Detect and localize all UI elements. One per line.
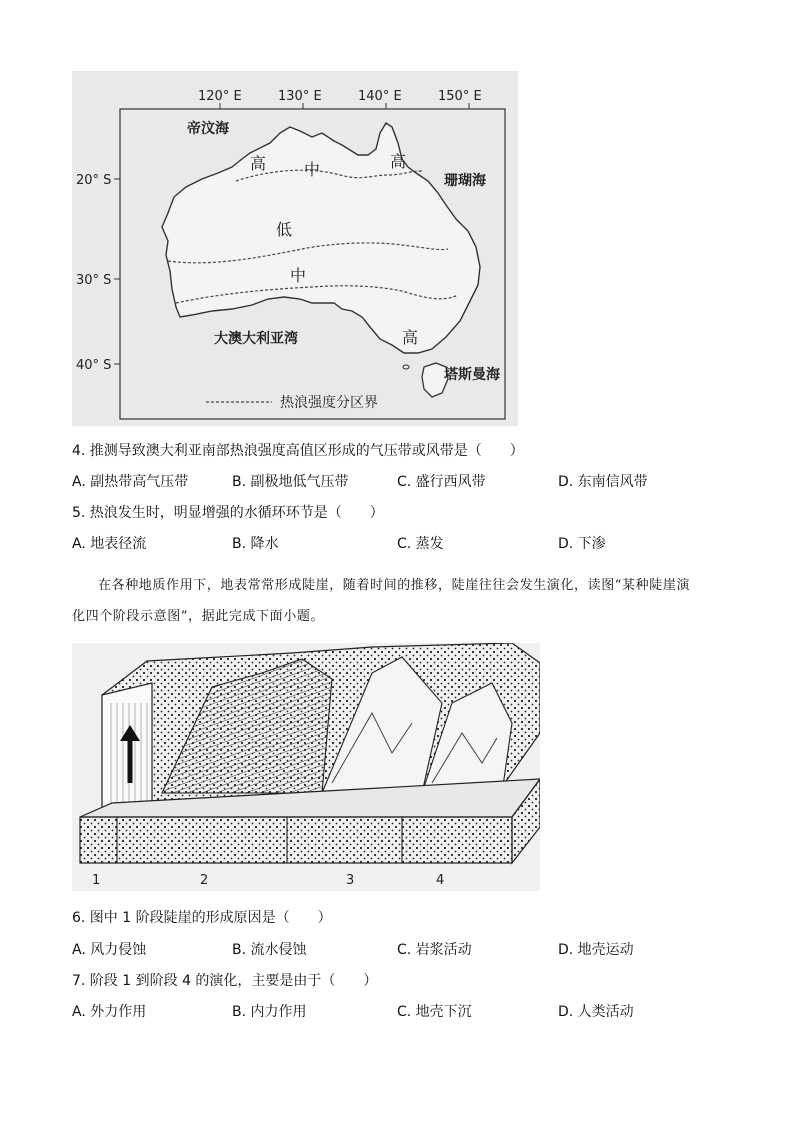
q7-option-d[interactable]: D. 人类活动: [558, 1004, 634, 1020]
australia-outline: [162, 123, 480, 353]
stage-label-4: 4: [436, 873, 445, 888]
question-4-options: [72, 472, 712, 492]
lat-label-30: 30° S: [76, 273, 112, 288]
q6-option-c[interactable]: C. 岩浆活动: [397, 942, 472, 958]
zone-mid-n: 中: [304, 160, 321, 179]
intro-line-1: 在各种地质作用下，地表常常形成陡崖，随着时间的推移，陡崖往往会发生演化，读图“某种陡崖演: [98, 578, 691, 593]
legend-label: 热浪强度分区界: [280, 395, 378, 411]
stage-label-3: 3: [346, 873, 355, 888]
question-6-options: [72, 940, 712, 960]
zone-high-se: 高: [402, 328, 419, 347]
sea-coral: 珊瑚海: [444, 173, 486, 189]
q7-option-b[interactable]: B. 内力作用: [232, 1004, 307, 1020]
zone-mid-s: 中: [290, 266, 307, 285]
stage-label-2: 2: [200, 873, 209, 888]
q7-option-a[interactable]: A. 外力作用: [72, 1004, 147, 1020]
q7-option-c[interactable]: C. 地壳下沉: [397, 1004, 472, 1020]
intro-paragraph: [72, 570, 722, 632]
cliff-svg: [72, 643, 540, 891]
lon-label-150: 150° E: [438, 89, 482, 104]
cliff-evolution-figure: [72, 643, 540, 891]
question-7-options: [72, 1002, 712, 1022]
question-6-stem: 6. 图中 1 阶段陡崖的形成原因是（ ）: [72, 910, 332, 926]
q6-option-a[interactable]: A. 风力侵蚀: [72, 942, 147, 958]
question-4-stem: 4. 推测导致澳大利亚南部热浪强度高值区形成的气压带或风带是（ ）: [72, 443, 524, 459]
zone-high-ne: 高: [390, 152, 407, 171]
q5-option-d[interactable]: D. 下渗: [558, 536, 606, 552]
stage-label-1: 1: [92, 873, 101, 888]
q4-option-c[interactable]: C. 盛行西风带: [397, 474, 486, 490]
lon-label-140: 140° E: [358, 89, 402, 104]
lat-label-20: 20° S: [76, 173, 112, 188]
zone-high-nw: 高: [250, 154, 267, 173]
q5-option-b[interactable]: B. 降水: [232, 536, 279, 552]
sea-tasman: 塔斯曼海: [444, 367, 500, 383]
base-block-front: [80, 817, 512, 863]
lon-label-120: 120° E: [198, 89, 242, 104]
q6-option-d[interactable]: D. 地壳运动: [558, 942, 634, 958]
map-svg: [72, 71, 518, 426]
q4-option-a[interactable]: A. 副热带高气压带: [72, 474, 189, 490]
q5-option-c[interactable]: C. 蒸发: [397, 536, 444, 552]
sea-bight: 大澳大利亚湾: [214, 331, 298, 347]
q6-option-b[interactable]: B. 流水侵蚀: [232, 942, 307, 958]
lon-label-130: 130° E: [278, 89, 322, 104]
sea-timor: 帝汶海: [187, 121, 229, 137]
question-5-options: [72, 534, 712, 554]
small-island: [403, 365, 409, 369]
australia-heatwave-map: [72, 71, 518, 426]
q4-option-b[interactable]: B. 副极地低气压带: [232, 474, 349, 490]
q5-option-a[interactable]: A. 地表径流: [72, 536, 147, 552]
question-5-stem: 5. 热浪发生时，明显增强的水循环环节是（ ）: [72, 505, 384, 521]
q4-option-d[interactable]: D. 东南信风带: [558, 474, 648, 490]
lat-label-40: 40° S: [76, 358, 112, 373]
intro-line-2: 化四个阶段示意图”，据此完成下面小题。: [72, 609, 325, 624]
zone-low: 低: [276, 220, 293, 239]
question-7-stem: 7. 阶段 1 到阶段 4 的演化，主要是由于（ ）: [72, 973, 378, 989]
